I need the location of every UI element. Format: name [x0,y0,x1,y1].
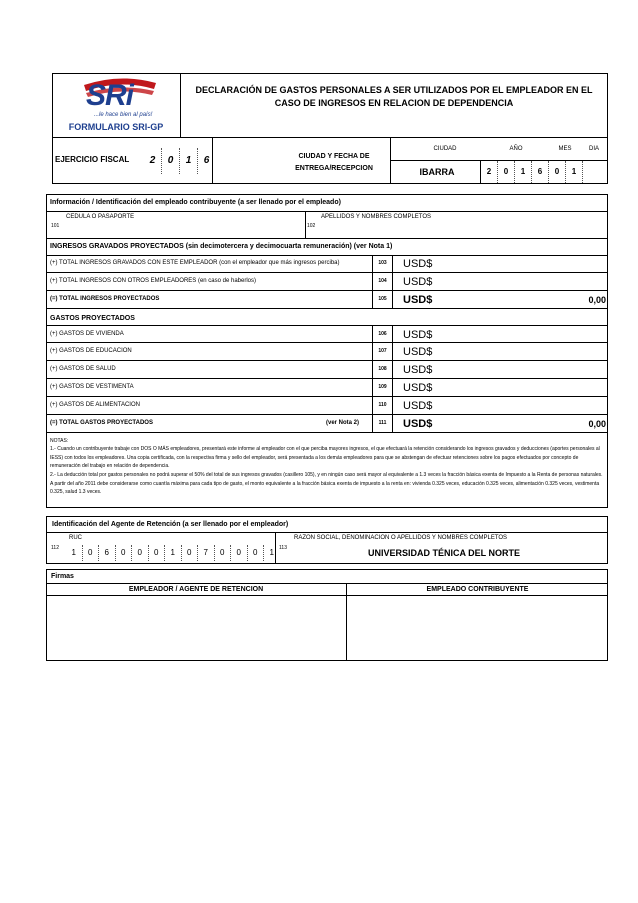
header-line [52,137,608,138]
fiscal-digit: 6 [203,155,210,166]
expense-row [46,361,608,379]
expenses-section-title: GASTOS PROYECTADOS [50,315,135,322]
income-total-code: 105 [372,291,393,308]
fiscal-digit: 1 [180,148,198,174]
month-digit: 1 [566,161,583,183]
expense-row [46,343,608,361]
ruc-digit: 0 [231,545,248,561]
agent-section-title: Identificación del Agente de Retención (a ser llenado por el empleador) [52,521,289,528]
ruc-digit: 7 [198,545,215,561]
date-digits [481,161,617,183]
ruc-digit: 0 [132,545,149,561]
ruc-label: RUC [69,535,82,541]
cedula-label: CEDULA O PASAPORTE [66,214,135,220]
ruc-digit: 1 [165,545,182,561]
income-row [46,273,608,291]
expense-label: (+) GASTOS DE ALIMENTACION [50,402,140,408]
anio-label: AÑO [509,146,523,152]
cedula-code: 101 [51,223,60,229]
income-row [46,255,608,273]
income-currency: USD$ [403,258,433,270]
employee-signature-area[interactable] [347,596,607,660]
razon-label: RAZON SOCIAL, DENOMINACION O APELLIDOS Y NOMBRES COMPLETOS [294,535,508,541]
ruc-digit: 0 [248,545,265,561]
expense-currency: USD$ [403,382,433,394]
ciudad-label: CIUDAD [433,146,457,152]
sri-logo [80,75,160,121]
year-digit: 0 [498,161,515,183]
expense-code: 110 [372,397,393,414]
year-digit: 1 [515,161,532,183]
razon-value: UNIVERSIDAD TÉNICA DEL NORTE [367,548,520,558]
income-code: 103 [372,255,393,272]
ruc-digit: 1 [269,548,274,557]
income-code: 104 [372,273,393,290]
expense-currency: USD$ [403,346,433,358]
year-digit: 2 [481,161,498,183]
employee-section-title: Información / Identificación del empleado contribuyente (a ser llenado por el empleado) [50,199,341,206]
income-label: (+) TOTAL INGRESOS GRAVADOS CON ESTE EMPLEADOR (con el empleador que más ingresos perciba) [50,260,340,266]
income-total-currency: USD$ [403,294,433,306]
fiscal-divider [212,137,213,184]
fiscal-digit: 2 [144,148,162,174]
ruc-digit: 0 [182,545,199,561]
fiscal-year-digits [144,148,215,174]
ruc-digit: 0 [116,545,133,561]
expense-currency: USD$ [403,364,433,376]
line [46,583,608,584]
expense-code: 107 [372,343,393,360]
notes-title: NOTAS: [50,438,69,444]
expense-total-row [46,415,608,433]
ruc-digit: 6 [99,545,116,561]
header-divider [180,73,181,137]
dia-label: DIA [588,146,599,152]
names-code: 102 [307,223,316,229]
income-total-value: 0,00 [588,295,606,305]
ruc-digits [66,545,280,561]
income-section-title: INGRESOS GRAVADOS PROYECTADOS (sin decimotercera y decimocuarta remuneración) (ver Nota 1) [50,243,393,250]
expense-row [46,379,608,397]
note-2: 2.- La deducción total por gastos personales no podrá superar el 50% del total de sus ingresos gravados (casillero 105), y en ningún caso será mayor al equivalente a 1.3 veces la fracción básica exenta de Impuesto a la Renta de personas naturales. A partir del año 2011 debe considerarse como cuantía máxima para cada tipo de gasto, el monto equivalente a la fracción básica exenta de impuesto a la renta en: vivienda 0.325 veces, educación 0.325 veces, alimentación 0.325 veces, vestimenta 0.325, salud 1.3 veces. [50,472,603,495]
agent-divider [275,532,276,564]
expense-label: (+) GASTOS DE EDUCACION [50,348,132,354]
year-digit: 6 [532,161,549,183]
expense-total-code: 111 [372,415,393,432]
ruc-digit: 0 [215,545,232,561]
id-divider [305,211,306,238]
mes-label: MES [558,146,572,152]
employer-signature-area[interactable] [47,596,345,660]
income-total-row [46,291,608,309]
expense-code: 108 [372,361,393,378]
expense-label: (+) GASTOS DE SALUD [50,366,116,372]
fiscal-digit: 0 [162,148,180,174]
line [46,532,608,533]
ruc-digit: 1 [66,545,83,561]
expense-label: (+) GASTOS DE VIVIENDA [50,331,124,337]
expense-total-note: (ver Nota 2) [326,420,360,426]
expense-total-value: 0,00 [588,419,606,429]
employee-signature-label: EMPLEADO CONTRIBUYENTE [426,586,529,593]
ciudad-value: IBARRA [419,167,455,177]
logo-text: SRi [86,79,134,112]
form-title: DECLARACIÓN DE GASTOS PERSONALES A SER UTILIZADOS POR EL EMPLEADOR EN EL CASO DE INGRESOS EN RELACION DE DEPENDENCIA [195,85,593,108]
expense-row [46,397,608,415]
income-label: (+) TOTAL INGRESOS CON OTROS EMPLEADORES (en caso de haberlos) [50,278,257,284]
expense-currency: USD$ [403,329,433,341]
ruc-digit: 0 [149,545,166,561]
city-date-label: CIUDAD Y FECHA DE ENTREGA/RECEPCION [295,153,373,172]
form-label: FORMULARIO SRI-GP [68,122,164,132]
razon-code: 113 [279,545,287,551]
expense-total-label: (=) TOTAL GASTOS PROYECTADOS [50,420,153,426]
expense-row [46,325,608,343]
logo-tagline: ...le hace bien al país! [94,112,153,118]
income-total-label: (=) TOTAL INGRESOS PROYECTADOS [50,296,160,302]
employer-signature-label: EMPLEADOR / AGENTE DE RETENCION [128,586,264,593]
expense-label: (+) GASTOS DE VESTIMENTA [50,384,134,390]
expense-currency: USD$ [403,400,433,412]
expense-code: 109 [372,379,393,396]
names-label: APELLIDOS Y NOMBRES COMPLETOS [321,214,432,220]
note-1: 1.- Cuando un contribuyente trabaje con DOS O MÁS empleadores, presentará este informe al empleador con el que perciba mayores ingresos, el que efectuará la retención considerando los ingresos gravados y deducciones (aportes personales al IESS) con todos los empleadores. Una copia certificada, con la respectiva firma y sello del empleador, será presentada a los demás empleadores para que se abstengan de efectuar retenciones sobre los pagos efectuados por concepto de remuneración del trabajo en relación de dependencia. [50,446,600,469]
line [46,238,608,239]
expense-code: 106 [372,326,393,342]
line [46,211,608,212]
ruc-digit: 0 [83,545,100,561]
signatures-title: Firmas [51,573,74,580]
fiscal-year-label: EJERCICIO FISCAL [55,155,130,164]
income-currency: USD$ [403,276,433,288]
expense-total-currency: USD$ [403,418,433,430]
month-digit: 0 [549,161,566,183]
ruc-code: 112 [51,545,59,551]
